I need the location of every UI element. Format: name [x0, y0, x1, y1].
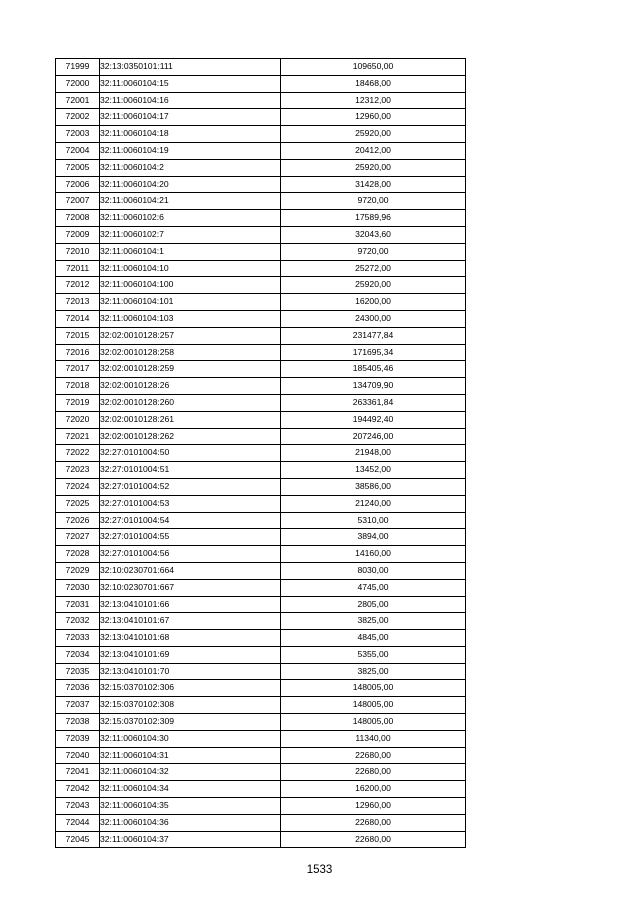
table-row: [56, 730, 466, 747]
cadastral-value-cell: 12960,00: [281, 109, 466, 126]
table-row: [56, 411, 466, 428]
table-row: [56, 562, 466, 579]
cadastral-number-cell: 32:27:0101004:55: [100, 529, 281, 546]
table-row: [56, 126, 466, 143]
row-number-cell: 72040: [56, 747, 100, 764]
cadastral-number-cell: 32:11:0060104:17: [100, 109, 281, 126]
table-row: [56, 176, 466, 193]
cadastral-number-cell: 32:15:0370102:306: [100, 680, 281, 697]
cadastral-value-cell: 25920,00: [281, 277, 466, 294]
table-row: [56, 428, 466, 445]
cadastral-number-cell: 32:27:0101004:52: [100, 478, 281, 495]
cadastral-number-cell: 32:11:0060104:15: [100, 75, 281, 92]
table-row: [56, 109, 466, 126]
table-row: [56, 579, 466, 596]
cadastral-number-cell: 32:10:0230701:664: [100, 562, 281, 579]
table-row: [56, 714, 466, 731]
cadastral-number-cell: 32:11:0060102:7: [100, 226, 281, 243]
row-number-cell: 72033: [56, 630, 100, 647]
cadastral-number-cell: 32:11:0060104:20: [100, 176, 281, 193]
page-number: 1533: [306, 864, 333, 876]
cadastral-value-cell: 194492,40: [281, 411, 466, 428]
cadastral-number-cell: 32:02:0010128:260: [100, 394, 281, 411]
table-row: [56, 378, 466, 395]
row-number-cell: 72019: [56, 394, 100, 411]
cadastral-number-cell: 32:11:0060104:2: [100, 159, 281, 176]
cadastral-value-cell: 3894,00: [281, 529, 466, 546]
row-number-cell: 72000: [56, 75, 100, 92]
cadastral-number-cell: 32:11:0060104:100: [100, 277, 281, 294]
table-body: [56, 59, 466, 848]
row-number-cell: 72015: [56, 327, 100, 344]
table-row: [56, 327, 466, 344]
row-number-cell: 72032: [56, 613, 100, 630]
cadastral-number-cell: 32:02:0010128:258: [100, 344, 281, 361]
cadastral-number-cell: 32:27:0101004:53: [100, 495, 281, 512]
cadastral-value-cell: 22680,00: [281, 764, 466, 781]
cadastral-value-cell: 3825,00: [281, 663, 466, 680]
row-number-cell: 71999: [56, 59, 100, 76]
row-number-cell: 72039: [56, 730, 100, 747]
cadastral-value-cell: 25920,00: [281, 159, 466, 176]
table-row: [56, 226, 466, 243]
cadastral-number-cell: 32:11:0060104:103: [100, 310, 281, 327]
cadastral-number-cell: 32:15:0370102:308: [100, 697, 281, 714]
cadastral-number-cell: 32:02:0010128:259: [100, 361, 281, 378]
cadastral-number-cell: 32:11:0060104:101: [100, 294, 281, 311]
table-row: [56, 142, 466, 159]
cadastral-value-cell: 12312,00: [281, 92, 466, 109]
row-number-cell: 72008: [56, 210, 100, 227]
table-row: [56, 831, 466, 848]
row-number-cell: 72035: [56, 663, 100, 680]
table-row: [56, 512, 466, 529]
row-number-cell: 72042: [56, 781, 100, 798]
cadastral-number-cell: 32:27:0101004:50: [100, 445, 281, 462]
cadastral-number-cell: 32:27:0101004:51: [100, 462, 281, 479]
row-number-cell: 72005: [56, 159, 100, 176]
cadastral-number-cell: 32:13:0410101:66: [100, 596, 281, 613]
row-number-cell: 72009: [56, 226, 100, 243]
row-number-cell: 72025: [56, 495, 100, 512]
row-number-cell: 72012: [56, 277, 100, 294]
row-number-cell: 72013: [56, 294, 100, 311]
cadastral-number-cell: 32:11:0060104:35: [100, 798, 281, 815]
row-number-cell: 72007: [56, 193, 100, 210]
cadastral-number-cell: 32:15:0370102:309: [100, 714, 281, 731]
row-number-cell: 72018: [56, 378, 100, 395]
row-number-cell: 72023: [56, 462, 100, 479]
cadastral-value-cell: 148005,00: [281, 680, 466, 697]
cadastral-value-cell: 5355,00: [281, 646, 466, 663]
cadastral-number-cell: 32:27:0101004:54: [100, 512, 281, 529]
cadastral-number-cell: 32:13:0410101:70: [100, 663, 281, 680]
row-number-cell: 72024: [56, 478, 100, 495]
table-row: [56, 546, 466, 563]
cadastral-value-cell: 3825,00: [281, 613, 466, 630]
table-row: [56, 630, 466, 647]
table-row: [56, 277, 466, 294]
cadastral-value-cell: 25920,00: [281, 126, 466, 143]
cadastral-value-cell: 32043,60: [281, 226, 466, 243]
row-number-cell: 72045: [56, 831, 100, 848]
cadastral-number-cell: 32:11:0060104:32: [100, 764, 281, 781]
cadastral-value-cell: 21240,00: [281, 495, 466, 512]
table-row: [56, 310, 466, 327]
table-row: [56, 596, 466, 613]
cadastral-value-cell: 4845,00: [281, 630, 466, 647]
cadastral-value-cell: 38586,00: [281, 478, 466, 495]
table-row: [56, 747, 466, 764]
cadastral-number-cell: 32:13:0410101:68: [100, 630, 281, 647]
cadastral-number-cell: 32:11:0060104:21: [100, 193, 281, 210]
cadastral-number-cell: 32:02:0010128:26: [100, 378, 281, 395]
table-row: [56, 680, 466, 697]
cadastral-number-cell: 32:13:0350101:111: [100, 59, 281, 76]
cadastral-number-cell: 32:02:0010128:257: [100, 327, 281, 344]
cadastral-value-cell: 4745,00: [281, 579, 466, 596]
cadastral-value-cell: 31428,00: [281, 176, 466, 193]
cadastral-value-cell: 17589,96: [281, 210, 466, 227]
cadastral-value-cell: 5310,00: [281, 512, 466, 529]
cadastral-value-cell: 24300,00: [281, 310, 466, 327]
row-number-cell: 72004: [56, 142, 100, 159]
row-number-cell: 72001: [56, 92, 100, 109]
row-number-cell: 72016: [56, 344, 100, 361]
row-number-cell: 72038: [56, 714, 100, 731]
cadastral-number-cell: 32:11:0060102:6: [100, 210, 281, 227]
table-row: [56, 495, 466, 512]
row-number-cell: 72022: [56, 445, 100, 462]
cadastral-value-cell: 9720,00: [281, 243, 466, 260]
table-row: [56, 646, 466, 663]
cadastral-number-cell: 32:11:0060104:18: [100, 126, 281, 143]
cadastral-value-cell: 14160,00: [281, 546, 466, 563]
row-number-cell: 72028: [56, 546, 100, 563]
cadastral-value-cell: 12960,00: [281, 798, 466, 815]
cadastral-value-table: [55, 58, 466, 848]
cadastral-value-cell: 25272,00: [281, 260, 466, 277]
cadastral-value-cell: 207246,00: [281, 428, 466, 445]
row-number-cell: 72029: [56, 562, 100, 579]
row-number-cell: 72044: [56, 814, 100, 831]
cadastral-number-cell: 32:13:0410101:67: [100, 613, 281, 630]
cadastral-value-cell: 16200,00: [281, 781, 466, 798]
cadastral-number-cell: 32:11:0060104:31: [100, 747, 281, 764]
table-row: [56, 613, 466, 630]
cadastral-number-cell: 32:02:0010128:262: [100, 428, 281, 445]
cadastral-value-cell: 109650,00: [281, 59, 466, 76]
row-number-cell: 72017: [56, 361, 100, 378]
row-number-cell: 72041: [56, 764, 100, 781]
row-number-cell: 72006: [56, 176, 100, 193]
row-number-cell: 72010: [56, 243, 100, 260]
table-row: [56, 294, 466, 311]
row-number-cell: 72026: [56, 512, 100, 529]
row-number-cell: 72020: [56, 411, 100, 428]
table-row: [56, 394, 466, 411]
table-row: [56, 445, 466, 462]
table-row: [56, 798, 466, 815]
cadastral-number-cell: 32:11:0060104:19: [100, 142, 281, 159]
cadastral-value-cell: 185405,46: [281, 361, 466, 378]
row-number-cell: 72011: [56, 260, 100, 277]
cadastral-number-cell: 32:27:0101004:56: [100, 546, 281, 563]
cadastral-value-cell: 231477,84: [281, 327, 466, 344]
table-row: [56, 260, 466, 277]
table-row: [56, 159, 466, 176]
table-row: [56, 814, 466, 831]
cadastral-number-cell: 32:11:0060104:34: [100, 781, 281, 798]
cadastral-value-cell: 20412,00: [281, 142, 466, 159]
cadastral-number-cell: 32:13:0410101:69: [100, 646, 281, 663]
cadastral-number-cell: 32:11:0060104:10: [100, 260, 281, 277]
cadastral-value-cell: 263361,84: [281, 394, 466, 411]
cadastral-number-cell: 32:11:0060104:36: [100, 814, 281, 831]
table-row: [56, 478, 466, 495]
table-row: [56, 193, 466, 210]
cadastral-value-cell: 22680,00: [281, 831, 466, 848]
cadastral-value-cell: 22680,00: [281, 814, 466, 831]
table-row: [56, 781, 466, 798]
cadastral-value-cell: 134709,90: [281, 378, 466, 395]
row-number-cell: 72014: [56, 310, 100, 327]
cadastral-value-cell: 21948,00: [281, 445, 466, 462]
cadastral-value-cell: 22680,00: [281, 747, 466, 764]
cadastral-value-cell: 2805,00: [281, 596, 466, 613]
table-row: [56, 764, 466, 781]
cadastral-value-cell: 18468,00: [281, 75, 466, 92]
row-number-cell: 72036: [56, 680, 100, 697]
cadastral-value-cell: 9720,00: [281, 193, 466, 210]
cadastral-value-cell: 16200,00: [281, 294, 466, 311]
table-row: [56, 361, 466, 378]
table-row: [56, 344, 466, 361]
row-number-cell: 72043: [56, 798, 100, 815]
cadastral-number-cell: 32:11:0060104:30: [100, 730, 281, 747]
cadastral-value-cell: 171695,34: [281, 344, 466, 361]
cadastral-number-cell: 32:02:0010128:261: [100, 411, 281, 428]
cadastral-value-cell: 148005,00: [281, 697, 466, 714]
row-number-cell: 72031: [56, 596, 100, 613]
row-number-cell: 72003: [56, 126, 100, 143]
row-number-cell: 72027: [56, 529, 100, 546]
row-number-cell: 72002: [56, 109, 100, 126]
table-row: [56, 663, 466, 680]
row-number-cell: 72030: [56, 579, 100, 596]
cadastral-value-cell: 148005,00: [281, 714, 466, 731]
row-number-cell: 72034: [56, 646, 100, 663]
table-row: [56, 210, 466, 227]
row-number-cell: 72021: [56, 428, 100, 445]
cadastral-value-cell: 13452,00: [281, 462, 466, 479]
table-row: [56, 462, 466, 479]
table-row: [56, 92, 466, 109]
table-row: [56, 243, 466, 260]
table-row: [56, 75, 466, 92]
table-row: [56, 59, 466, 76]
cadastral-number-cell: 32:11:0060104:1: [100, 243, 281, 260]
table-row: [56, 529, 466, 546]
cadastral-value-cell: 8030,00: [281, 562, 466, 579]
cadastral-value-cell: 11340,00: [281, 730, 466, 747]
row-number-cell: 72037: [56, 697, 100, 714]
cadastral-number-cell: 32:11:0060104:37: [100, 831, 281, 848]
cadastral-number-cell: 32:11:0060104:16: [100, 92, 281, 109]
table-row: [56, 697, 466, 714]
cadastral-number-cell: 32:10:0230701:667: [100, 579, 281, 596]
